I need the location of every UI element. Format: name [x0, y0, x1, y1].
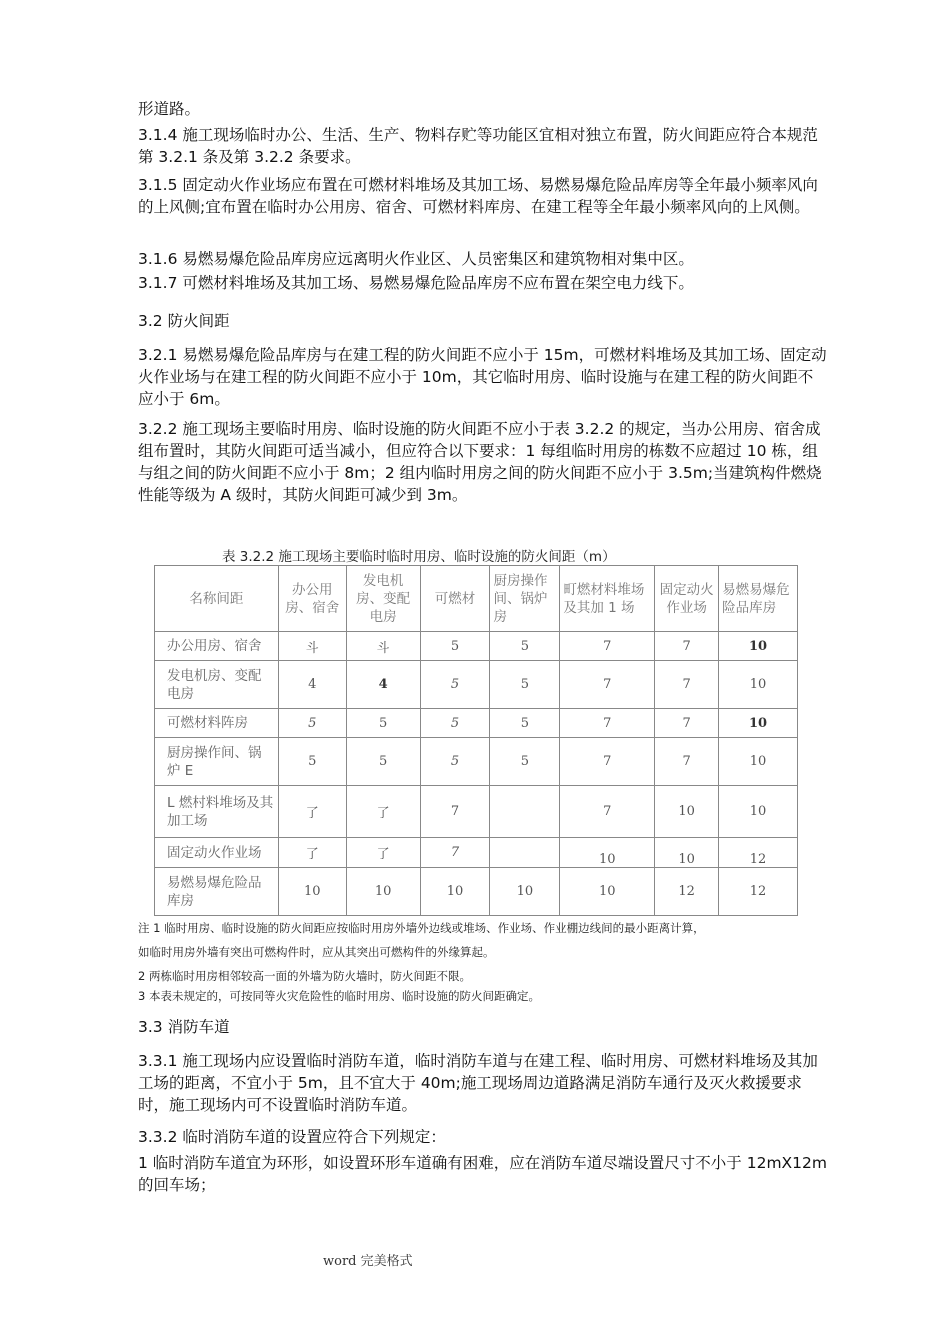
table-cell: 12 — [719, 868, 798, 916]
table-cell: 10 — [719, 709, 798, 738]
table-cell: 5 — [420, 661, 490, 709]
table-cell: 7 — [655, 661, 719, 709]
paragraph-3-3-2-item-1: 1 临时消防车道宜为环形，如设置环形车道确有困难，应在消防车道尽端设置尺寸不小于 12mX12m 的回车场； — [138, 1154, 827, 1194]
table-cell: 5 — [490, 709, 560, 738]
table-cell: 4 — [346, 661, 420, 709]
fire-distance-table — [154, 565, 798, 916]
table-cell: 10 — [719, 738, 798, 786]
table-cell: 5 — [420, 632, 490, 661]
table-cell: 7 — [655, 738, 719, 786]
table-row — [155, 868, 798, 916]
table-cell: 7 — [560, 738, 655, 786]
table-cell: 斗 — [278, 632, 346, 661]
table-cell: 5 — [490, 632, 560, 661]
table-row — [155, 738, 798, 786]
table-cell: 7 — [655, 632, 719, 661]
table-cell: 5 — [490, 661, 560, 709]
table-note-1-cont: 如临时用房外墙有突出可燃构件时，应从其突出可燃构件的外缘算起。 — [138, 945, 495, 959]
table-cell: 7 — [560, 661, 655, 709]
table-cell: 10 — [719, 632, 798, 661]
table-caption: 表 3.2.2 施工现场主要临时临时用房、临时设施的防火间距（m） — [222, 549, 616, 565]
table-cell: 10 — [560, 868, 655, 916]
header-name-distance: 名称间距 — [155, 566, 279, 632]
header-material-yard: 町燃材料堆场及其加 1 场 — [560, 566, 655, 632]
table-cell: 5 — [346, 738, 420, 786]
table-note-3: 3 本表未规定的，可按同等火灾危险性的临时用房、临时设施的防火间距确定。 — [138, 989, 540, 1003]
table-cell: 10 — [490, 868, 560, 916]
table-cell: 10 — [278, 868, 346, 916]
table-cell: 5 — [346, 709, 420, 738]
table-cell: 10 — [420, 868, 490, 916]
table-row — [155, 661, 798, 709]
table-cell: 10 — [346, 868, 420, 916]
row-label: 易燃易爆危险品库房 — [155, 868, 279, 916]
table-cell: 5 — [420, 709, 490, 738]
table-note-1: 注 1 临时用房、临时设施的防火间距应按临时用房外墙外边线或堆场、作业场、作业棚边线间的最小距离计算， — [138, 921, 705, 935]
table-cell: 10 — [655, 838, 719, 868]
table-cell: 7 — [420, 838, 490, 868]
table-cell: 7 — [420, 786, 490, 838]
paragraph-3-2-2: 3.2.2 施工现场主要临时用房、临时设施的防火间距不应小于表 3.2.2 的规定，当办公用房、宿舍成组布置时，其防火间距可适当减小，但应符合以下要求：1 每组临时用房的栋数不应超过 10 栋，组与组之间的防火间距不应小于 8m；2 组内临时用房之间的防火间距不应小于 3.5m;当建筑构件燃烧性能等级为 A 级时，其防火间距可减少到 3m。 — [138, 420, 822, 504]
row-label: 办公用房、宿舍 — [155, 632, 279, 661]
row-label: L 燃村料堆场及其加工场 — [155, 786, 279, 838]
table-cell: 5 — [490, 738, 560, 786]
heading-3-2: 3.2 防火间距 — [138, 312, 230, 330]
row-label: 发电机房、变配电房 — [155, 661, 279, 709]
table-cell: 10 — [719, 661, 798, 709]
table-cell: 了 — [278, 786, 346, 838]
table-row — [155, 709, 798, 738]
row-label: 厨房操作间、锅炉 E — [155, 738, 279, 786]
table-cell: 5 — [278, 709, 346, 738]
paragraph-3-1-4: 3.1.4 施工现场临时办公、生活、生产、物料存贮等功能区宜相对独立布置，防火间距应符合本规范第 3.2.1 条及第 3.2.2 条要求。 — [138, 126, 818, 166]
table-header-row — [155, 566, 798, 632]
row-label: 固定动火作业场 — [155, 838, 279, 868]
table-note-2: 2 两栋临时用房相邻较高一面的外墙为防火墙时，防火间距不限。 — [138, 969, 471, 983]
table-cell: 12 — [655, 868, 719, 916]
table-cell — [490, 838, 560, 868]
header-kitchen: 厨房操作间、锅炉房 — [490, 566, 560, 632]
paragraph-3-3-2: 3.3.2 临时消防车道的设置应符合下列规定： — [138, 1128, 446, 1146]
page-footer: word 完美格式 — [323, 1254, 413, 1269]
paragraph-3-3-1: 3.3.1 施工现场内应设置临时消防车道，临时消防车道与在建工程、临时用房、可燃材料堆场及其加工场的距离，不宜小于 5m，且不宜大于 40m;施工现场周边道路满足消防车通行及灭火救援要求时，施工现场内可不设置临时消防车道。 — [138, 1052, 818, 1114]
header-generator: 发电机房、变配电房 — [346, 566, 420, 632]
table-cell: 7 — [560, 632, 655, 661]
header-fire-work-site: 固定动火作业场 — [655, 566, 719, 632]
table-cell: 了 — [278, 838, 346, 868]
paragraph-3-1-5: 3.1.5 固定动火作业场应布置在可燃材料堆场及其加工场、易燃易爆危险品库房等全年最小频率风向的上风侧;宜布置在临时办公用房、宿舍、可燃材料库房、在建工程等全年最小频率风向的上风侧。 — [138, 176, 818, 216]
paragraph-3-1-7: 3.1.7 可燃材料堆场及其加工场、易燃易爆危险品库房不应布置在架空电力线下。 — [138, 274, 694, 292]
table-cell — [490, 786, 560, 838]
row-label: 可燃材料阵房 — [155, 709, 279, 738]
table-cell: 5 — [420, 738, 490, 786]
table-cell: 4 — [278, 661, 346, 709]
paragraph-road: 形道路。 — [138, 100, 201, 118]
header-hazard-warehouse: 易燃易爆危险品库房 — [719, 566, 798, 632]
table-cell: 12 — [719, 838, 798, 868]
table-cell: 10 — [655, 786, 719, 838]
table-cell: 10 — [719, 786, 798, 838]
table-cell: 7 — [560, 709, 655, 738]
table-cell: 7 — [655, 709, 719, 738]
heading-3-3: 3.3 消防车道 — [138, 1018, 230, 1036]
table-cell: 了 — [346, 786, 420, 838]
header-combustible: 可燃材 — [420, 566, 490, 632]
table-cell: 10 — [560, 838, 655, 868]
paragraph-3-1-6: 3.1.6 易燃易爆危险品库房应远离明火作业区、人员密集区和建筑物相对集中区。 — [138, 250, 694, 268]
table-cell: 5 — [278, 738, 346, 786]
header-office: 办公用房、宿舍 — [278, 566, 346, 632]
table-cell: 7 — [560, 786, 655, 838]
table-row — [155, 786, 798, 838]
paragraph-3-2-1: 3.2.1 易燃易爆危险品库房与在建工程的防火间距不应小于 15m，可燃材料堆场及其加工场、固定动火作业场与在建工程的防火间距不应小于 10m，其它临时用房、临时设施与在建工程的防火间距不应小于 6m。 — [138, 346, 827, 408]
table-row — [155, 632, 798, 661]
table-cell: 斗 — [346, 632, 420, 661]
table-row — [155, 838, 798, 868]
table-cell: 了 — [346, 838, 420, 868]
